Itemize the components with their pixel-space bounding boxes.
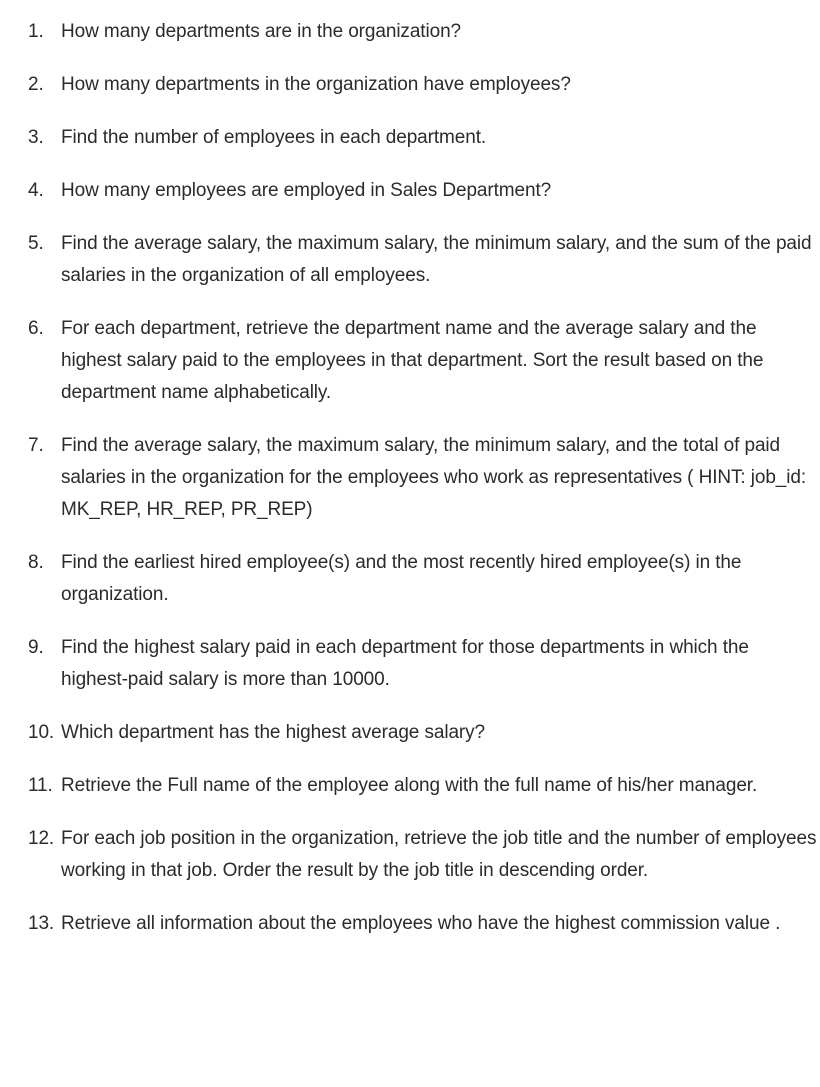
question-item-3	[28, 122, 818, 154]
question-text: Retrieve all information about the employees who have the highest commission value .	[61, 913, 781, 934]
question-text: Find the average salary, the maximum salary, the minimum salary, and the sum of the paid salaries in the organization of all employees.	[61, 233, 812, 286]
question-text: Find the highest salary paid in each department for those departments in which the highest-paid salary is more than 10000.	[61, 637, 749, 690]
question-item-5	[28, 228, 818, 292]
question-text: Which department has the highest average salary?	[61, 722, 485, 743]
question-item-11	[28, 770, 818, 802]
question-item-12	[28, 823, 818, 887]
question-item-6	[28, 313, 818, 409]
question-item-4	[28, 175, 818, 207]
question-number: 7.	[28, 435, 44, 456]
question-item-9	[28, 632, 818, 696]
question-item-2	[28, 69, 818, 101]
question-number: 11.	[28, 775, 53, 796]
question-text: Find the number of employees in each department.	[61, 127, 487, 148]
question-text: How many employees are employed in Sales Department?	[61, 180, 552, 201]
question-number: 13.	[28, 913, 55, 934]
question-list	[28, 16, 818, 961]
question-number: 3.	[28, 127, 44, 148]
question-text: Find the average salary, the maximum salary, the minimum salary, and the total of paid salaries in the organization for the employees who work as representatives ( HINT: job_id: MK_REP, HR_REP, PR_REP)	[61, 435, 807, 520]
question-number: 12.	[28, 828, 55, 849]
question-text: For each job position in the organization, retrieve the job title and the number of employees working in that job. Order the result by the job title in descending order.	[61, 828, 817, 881]
question-item-13	[28, 908, 818, 940]
question-number: 10.	[28, 722, 55, 743]
question-number: 4.	[28, 180, 44, 201]
question-text: How many departments in the organization have employees?	[61, 74, 571, 95]
question-item-7	[28, 430, 818, 526]
question-number: 6.	[28, 318, 44, 339]
question-item-1	[28, 16, 818, 48]
question-number: 2.	[28, 74, 44, 95]
question-number: 1.	[28, 21, 44, 42]
question-text: Find the earliest hired employee(s) and the most recently hired employee(s) in the organization.	[61, 552, 742, 605]
question-text: For each department, retrieve the department name and the average salary and the highest salary paid to the employees in that department. Sort the result based on the department name alphabetically.	[61, 318, 764, 403]
question-text: How many departments are in the organization?	[61, 21, 462, 42]
question-text: Retrieve the Full name of the employee along with the full name of his/her manager.	[61, 775, 758, 796]
question-item-8	[28, 547, 818, 611]
question-number: 5.	[28, 233, 44, 254]
question-item-10	[28, 717, 818, 749]
question-number: 8.	[28, 552, 44, 573]
question-number: 9.	[28, 637, 44, 658]
